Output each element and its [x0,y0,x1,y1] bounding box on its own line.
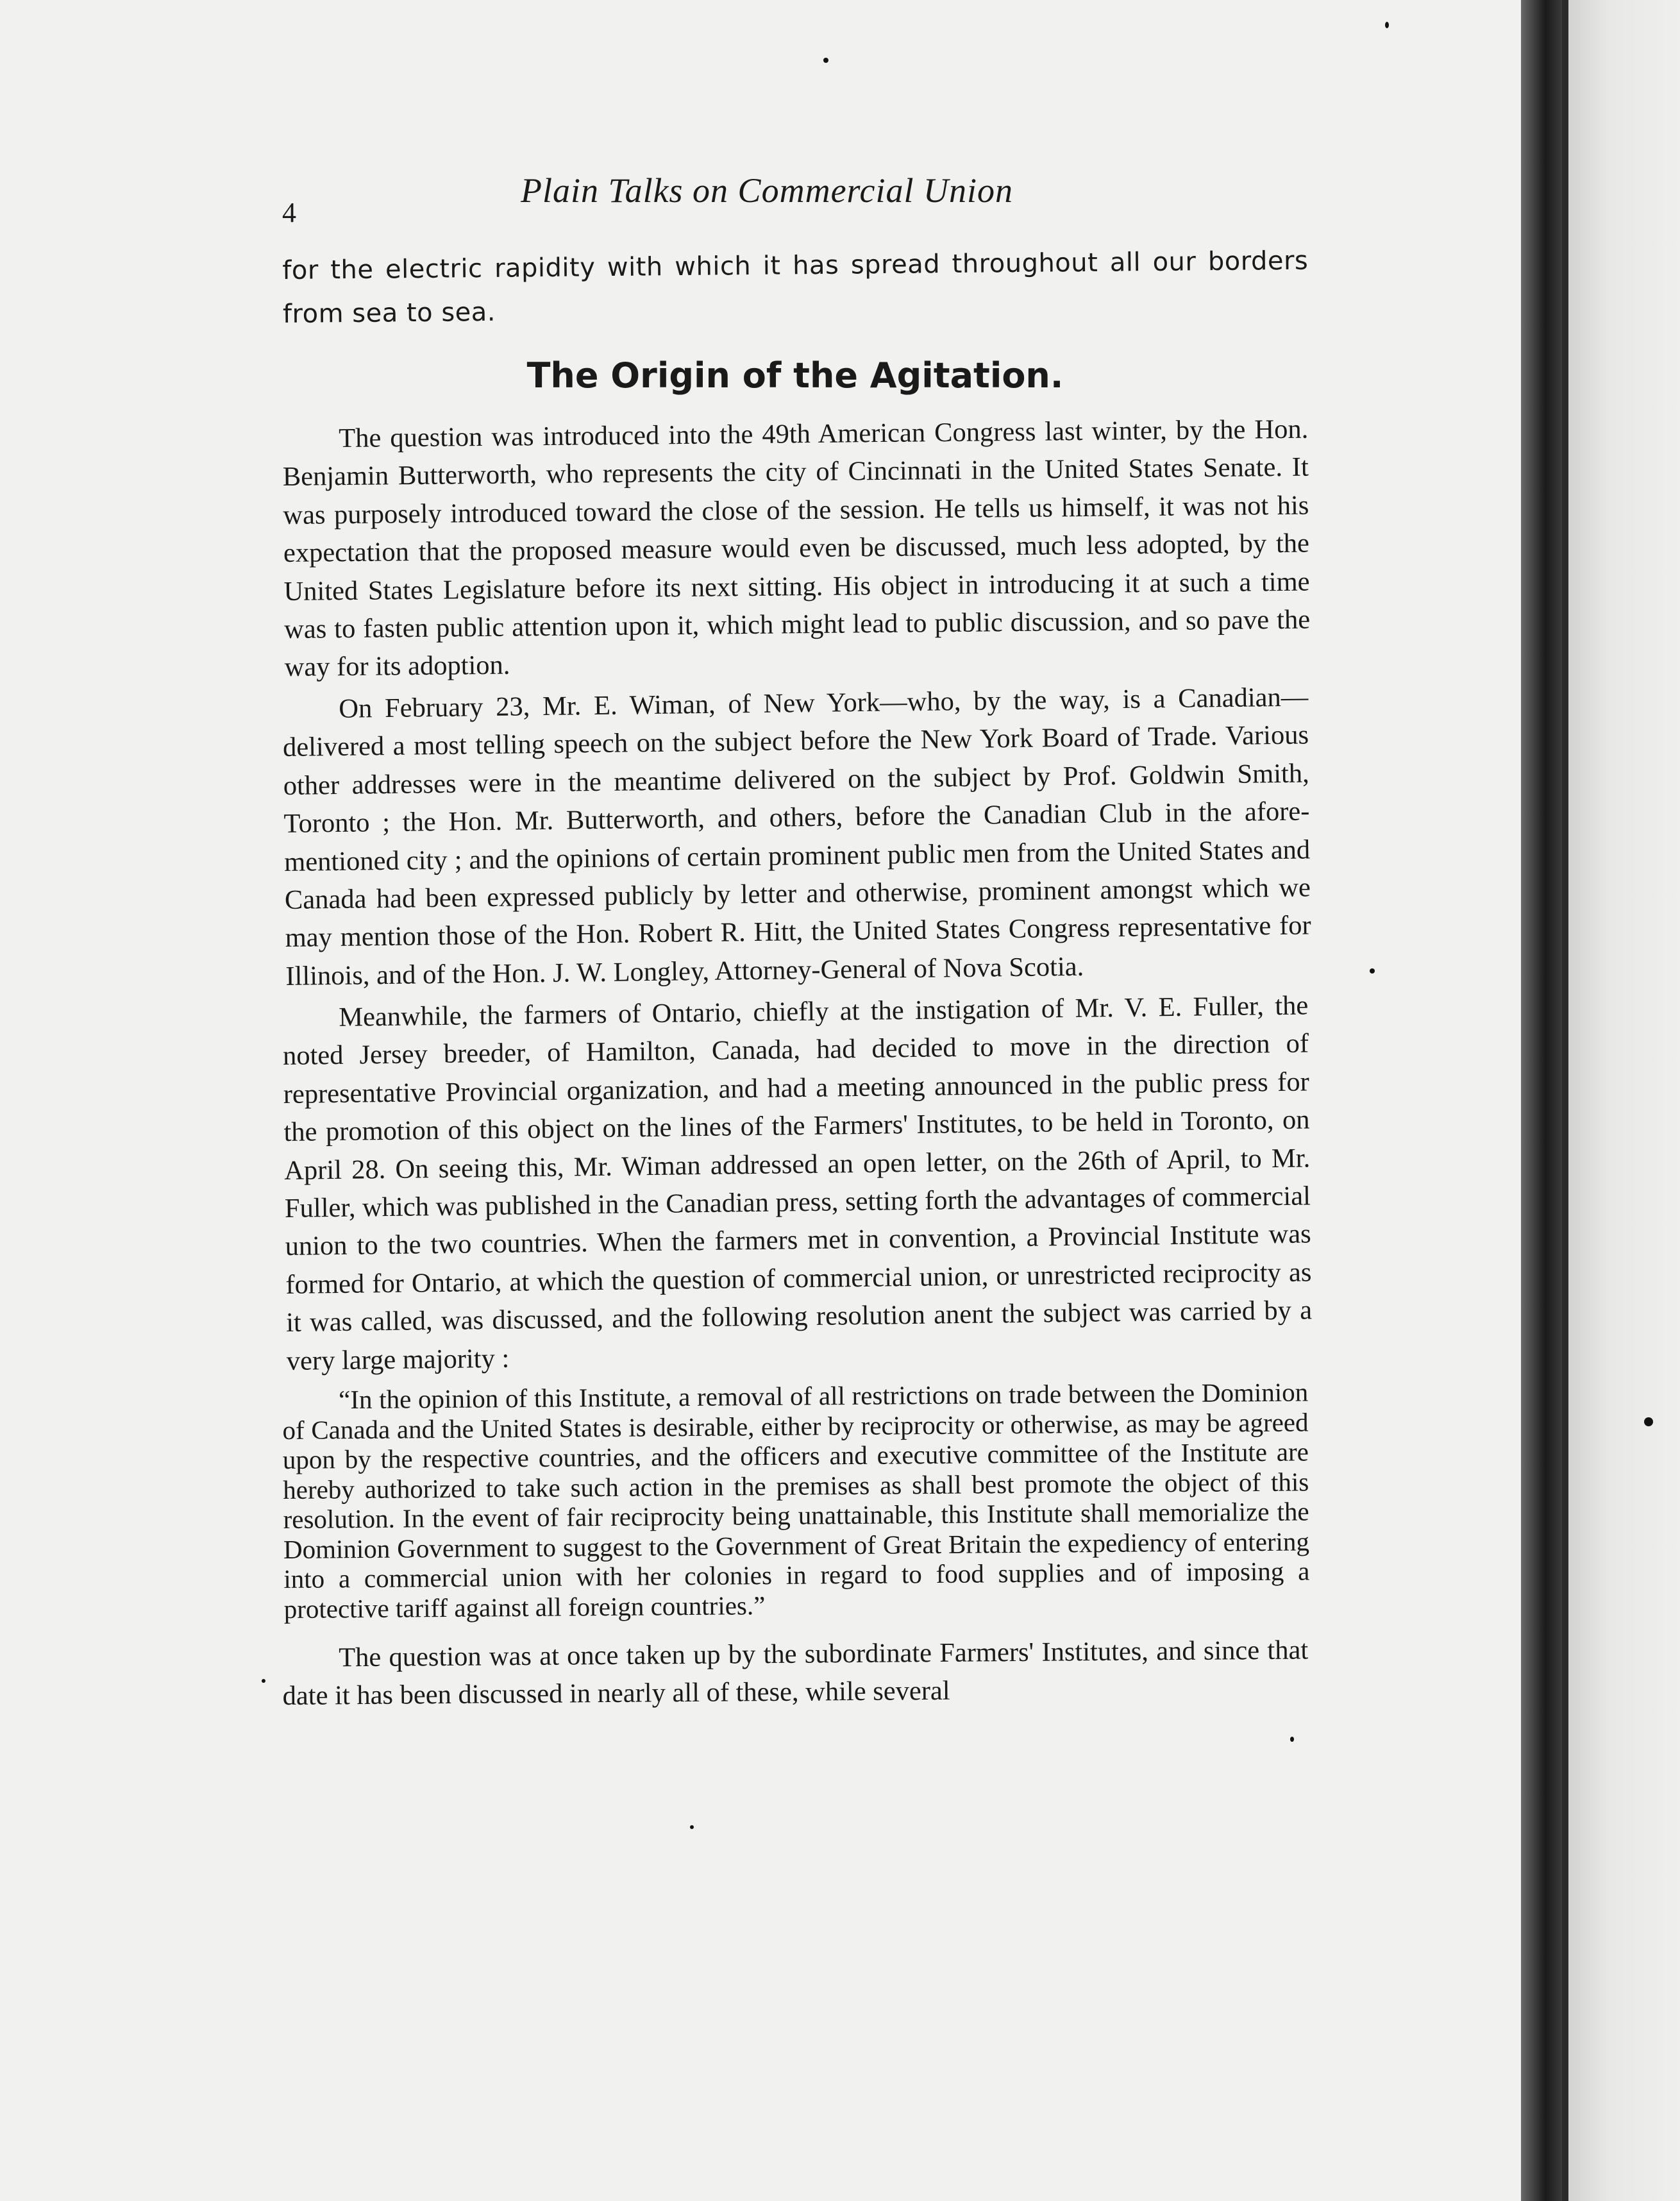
running-title: Plain Talks on Commercial Union [521,171,1014,210]
page-number: 4 [282,197,296,228]
scan-speck [690,1825,694,1829]
scan-speck [1290,1737,1294,1742]
page-edge-line [1562,0,1568,2201]
next-page-edge [1562,0,1680,2201]
paragraph-wiman: On February 23, Mr. E. Wiman, of New York—who, by the way, is a Canadian—delivered a most telling speech on the subject before the New York Board of Trade. Various other addresses were in the meantime delivered on the subject by Prof. Goldwin Smith, Toronto ; the Hon. Mr. Butterworth, and others, before the Canadian Club in the afore-mentioned city ; and the opinions of certain prominent public men from the United States and Canada had been expressed publicly by letter and otherwise, prominent amongst which we may mention those of the Hon. Robert R. Hitt, the United States Congress representative for Illinois, and of the Hon. J. W. Longley, Attorney-General of Nova Scotia. [282,682,1311,991]
running-head [282,167,1308,228]
scan-speck [1385,22,1389,28]
scan-speck [1370,968,1375,974]
scan-speck [823,58,828,63]
section-heading: The Origin of the Agitation. [526,355,1064,396]
scan-speck [262,1679,265,1683]
continuation-text: for the electric rapidity with which it has spread throughout all our borders from sea to sea. [282,246,1309,329]
binding-shadow [1521,0,1562,2201]
scan-speck [1644,1417,1653,1426]
resolution-quote: “In the opinion of this Institute, a removal of all restrictions on trade between the Dominion of Canada and the United States is desirable, either by reciprocity or otherwise, as may be agreed upon by the respective countries, and the officers and executive committee of the Institute are hereby authorized to take such action in the premises as shall best promote the object of this resolution. In the event of fair reciprocity being unattainable, this Institute shall memorialize the Dominion Government to suggest to the Government of Great Britain the expediency of entering into a commercial union with her colonies in regard to food supplies and of imposing a protective tariff against all foreign countries.” [282,1377,1310,1624]
paragraph-farmers: Meanwhile, the farmers of Ontario, chiefly at the instigation of Mr. V. E. Fuller, the noted Jersey breeder, of Hamilton, Canada, had decided to move in the direction of representative Provincial organization, and had a meeting announced in the public press for the promotion of this object on the lines of the Farmers' Institutes, to be held in Toronto, on April 28. On seeing this, Mr. Wiman addressed an open letter, on the 26th of April, to Mr. Fuller, which was published in the Canadian press, setting forth the advantages of commercial union to the two countries. When the farmers met in convention, a Provincial Institute was formed for Ontario, at which the question of commercial union, or unrestricted reciprocity as it was called, was discussed, and the following resolution anent the subject was carried by a very large majority : [282,990,1313,1376]
paragraph-origin: The question was introduced into the 49th American Congress last winter, by the Hon. Benjamin Butterworth, who represents the city of Cincinnati in the United States Senate. It was purposely introduced toward the close of the session. He tells us himself, it was not his expectation that the proposed measure would even be discussed, much less adopted, by the United States Legislature before its next sitting. His object in introducing it at such a time was to fasten public attention upon it, which might lead to public discussion, and so pave the way for its adoption. [282,414,1311,683]
paragraph-closing: The question was at once taken up by the subordinate Farmers' Institutes, and since that date it has been discussed in nearly all of these, while several [282,1635,1309,1712]
page-text [282,167,1313,1719]
